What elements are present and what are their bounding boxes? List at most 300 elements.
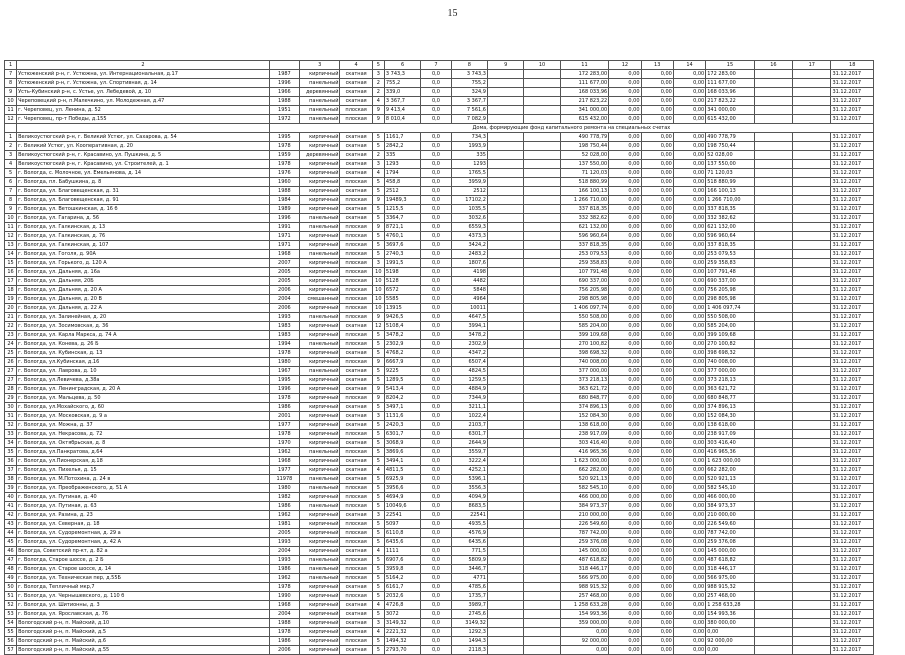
- table-cell: [793, 385, 831, 394]
- table-cell: 0,0: [421, 466, 451, 475]
- table-cell: 31.12.2017: [831, 187, 874, 196]
- table-cell: 270 100,82: [560, 340, 609, 349]
- table-cell: [487, 106, 523, 115]
- table-cell: г. Вологда, ул. Дальняя, д. 16а: [17, 268, 270, 277]
- table-cell: 520 921,13: [560, 475, 609, 484]
- table-cell: 0,00: [673, 493, 705, 502]
- table-cell: [487, 340, 523, 349]
- table-cell: 0,00: [609, 565, 641, 574]
- table-cell: 0,00: [673, 331, 705, 340]
- table-cell: 0,00: [641, 610, 673, 619]
- table-cell: 1978: [269, 628, 299, 637]
- table-cell: 2302,9: [384, 340, 420, 349]
- table-cell: 0,00: [641, 97, 673, 106]
- table-cell: [524, 70, 560, 79]
- table-cell: 1968: [269, 601, 299, 610]
- table-cell: г. Вологда, ул. Галкинская, д. 13: [17, 223, 270, 232]
- table-cell: [793, 520, 831, 529]
- table-cell: 138 618,00: [706, 421, 755, 430]
- table-cell: плоская: [340, 520, 372, 529]
- table-cell: 4964: [451, 295, 487, 304]
- table-cell: 318 446,17: [560, 565, 609, 574]
- table-cell: [793, 340, 831, 349]
- table-cell: 7 561,6: [451, 106, 487, 115]
- table-cell: 3446,7: [451, 565, 487, 574]
- table-cell: 0,0: [421, 151, 451, 160]
- table-cell: панельный: [300, 79, 340, 88]
- table-cell: 5848: [451, 286, 487, 295]
- table-cell: 0,0: [421, 376, 451, 385]
- table-cell: 0,00: [609, 637, 641, 646]
- table-cell: [487, 637, 523, 646]
- table-cell: [524, 619, 560, 628]
- table-cell: 0,0: [421, 169, 451, 178]
- table-cell: 152 084,30: [706, 412, 755, 421]
- table-cell: г. Вологда, Старое шоссе, д. 2 Б: [17, 556, 270, 565]
- table-cell: 680 848,77: [560, 394, 609, 403]
- table-cell: [524, 295, 560, 304]
- table-cell: 0,0: [421, 313, 451, 322]
- table-cell: 27: [5, 376, 17, 385]
- table-cell: 2: [372, 88, 384, 97]
- table-cell: 0,00: [641, 79, 673, 88]
- table-cell: 31.12.2017: [831, 286, 874, 295]
- table-cell: 31.12.2017: [831, 475, 874, 484]
- table-cell: 0,00: [706, 646, 755, 655]
- table-cell: [793, 241, 831, 250]
- table-cell: 166 100,13: [560, 187, 609, 196]
- table-cell: 0,00: [609, 619, 641, 628]
- table-cell: 3697,6: [384, 241, 420, 250]
- table-cell: 1968: [269, 250, 299, 259]
- table-cell: скатная: [340, 412, 372, 421]
- table-cell: кирпичный: [300, 187, 340, 196]
- table-cell: 3956,6: [384, 484, 420, 493]
- table-cell: 5: [372, 430, 384, 439]
- table-cell: [754, 268, 792, 277]
- table-cell: [793, 475, 831, 484]
- table-cell: 0,0: [421, 70, 451, 79]
- table-cell: [487, 79, 523, 88]
- table-cell: [524, 214, 560, 223]
- table-cell: г. Вологда, ул. Разина, д. 23: [17, 511, 270, 520]
- table-cell: скатная: [340, 205, 372, 214]
- table-cell: 458,8: [384, 178, 420, 187]
- table-cell: 0,0: [421, 241, 451, 250]
- table-cell: 16: [754, 61, 792, 70]
- table-cell: [793, 394, 831, 403]
- table-row: [5, 610, 874, 619]
- table-cell: 31.12.2017: [831, 79, 874, 88]
- table-cell: 0,00: [673, 232, 705, 241]
- table-cell: 31.12.2017: [831, 106, 874, 115]
- table-cell: 31.12.2017: [831, 169, 874, 178]
- table-cell: [754, 583, 792, 592]
- table-cell: 3869,6: [384, 448, 420, 457]
- table-cell: [793, 529, 831, 538]
- table-row: [5, 250, 874, 259]
- table-cell: скатная: [340, 88, 372, 97]
- table-cell: 2221,32: [384, 628, 420, 637]
- table-cell: 374 896,13: [560, 403, 609, 412]
- table-cell: 1989: [269, 205, 299, 214]
- table-row: [5, 241, 874, 250]
- table-cell: [487, 421, 523, 430]
- table-row: [5, 637, 874, 646]
- table-cell: [487, 250, 523, 259]
- table-cell: [754, 367, 792, 376]
- table-cell: 5: [372, 646, 384, 655]
- table-row: [5, 133, 874, 142]
- table-cell: [524, 277, 560, 286]
- table-cell: [487, 187, 523, 196]
- table-cell: 0,00: [673, 547, 705, 556]
- table-cell: [793, 556, 831, 565]
- table-cell: 0,00: [641, 538, 673, 547]
- table-cell: 0,00: [609, 286, 641, 295]
- table-body: [5, 61, 874, 655]
- table-cell: 0,00: [641, 259, 673, 268]
- table-cell: 6301,7: [451, 430, 487, 439]
- table-cell: 740 008,00: [560, 358, 609, 367]
- table-cell: 15: [706, 61, 755, 70]
- table-cell: 380 000,00: [706, 619, 755, 628]
- table-cell: 0,0: [421, 259, 451, 268]
- table-cell: 257 468,00: [706, 592, 755, 601]
- table-cell: 137 550,00: [560, 160, 609, 169]
- table-cell: 154 993,36: [706, 610, 755, 619]
- table-cell: 4252,1: [451, 466, 487, 475]
- table-cell: 168 033,96: [706, 88, 755, 97]
- table-cell: 3211,1: [451, 403, 487, 412]
- table-cell: 0,00: [673, 448, 705, 457]
- table-cell: г. Вологда, ул. Чернышевского, д. 110 б: [17, 592, 270, 601]
- table-cell: 0,00: [706, 628, 755, 637]
- table-cell: 1976: [269, 169, 299, 178]
- table-cell: 0,00: [609, 403, 641, 412]
- table-cell: 0,0: [421, 628, 451, 637]
- table-cell: [524, 628, 560, 637]
- table-cell: 49: [5, 574, 17, 583]
- table-cell: 166 100,13: [706, 187, 755, 196]
- table-cell: 1131,6: [384, 412, 420, 421]
- table-cell: 0,00: [673, 115, 705, 124]
- table-cell: деревянный: [300, 88, 340, 97]
- table-cell: 4: [372, 547, 384, 556]
- table-cell: кирпичный: [300, 277, 340, 286]
- table-cell: [487, 214, 523, 223]
- table-cell: [793, 259, 831, 268]
- table-row: [5, 403, 874, 412]
- table-cell: 1 258 633,28: [706, 601, 755, 610]
- table-cell: 172 283,00: [706, 70, 755, 79]
- table-cell: 4811,5: [384, 466, 420, 475]
- table-cell: 2032,6: [384, 592, 420, 601]
- table-cell: скатная: [340, 511, 372, 520]
- table-cell: 0,00: [673, 151, 705, 160]
- table-cell: 10: [524, 61, 560, 70]
- table-cell: кирпичный: [300, 637, 340, 646]
- table-cell: 43: [5, 520, 17, 529]
- table-cell: [793, 439, 831, 448]
- table-cell: [754, 637, 792, 646]
- table-cell: 0,00: [641, 457, 673, 466]
- table-cell: 44: [5, 529, 17, 538]
- table-cell: 0,0: [421, 475, 451, 484]
- table-cell: 22541: [384, 511, 420, 520]
- table-row: [5, 367, 874, 376]
- table-cell: 0,00: [609, 547, 641, 556]
- table-row: [5, 259, 874, 268]
- table-cell: 1: [5, 133, 17, 142]
- table-cell: 3072: [384, 610, 420, 619]
- table-cell: 0,00: [673, 565, 705, 574]
- table-cell: 0,00: [609, 115, 641, 124]
- table-cell: 487 618,82: [560, 556, 609, 565]
- table-cell: г. Вологда, ул. Старое шоссе, д. 14: [17, 565, 270, 574]
- table-cell: 31.12.2017: [831, 421, 874, 430]
- table-cell: 0,00: [673, 88, 705, 97]
- table-cell: [793, 628, 831, 637]
- table-cell: кирпичный: [300, 493, 340, 502]
- table-cell: 1035,5: [451, 205, 487, 214]
- table-cell: [487, 358, 523, 367]
- table-row: [5, 340, 874, 349]
- table-cell: 0,00: [609, 628, 641, 637]
- table-cell: 31.12.2017: [831, 448, 874, 457]
- table-cell: 172 283,00: [560, 70, 609, 79]
- table-cell: 0,00: [641, 529, 673, 538]
- table-cell: 259 376,08: [560, 538, 609, 547]
- table-cell: 0,0: [421, 250, 451, 259]
- table-cell: 9426,5: [384, 313, 420, 322]
- table-cell: 47: [5, 556, 17, 565]
- table-cell: 0,0: [421, 277, 451, 286]
- table-cell: 5: [372, 403, 384, 412]
- table-cell: 107 791,48: [560, 268, 609, 277]
- table-cell: [524, 205, 560, 214]
- registry-table: [4, 60, 874, 655]
- table-cell: 52 028,00: [706, 151, 755, 160]
- table-cell: 0,00: [673, 259, 705, 268]
- table-cell: [487, 493, 523, 502]
- table-cell: [487, 520, 523, 529]
- table-cell: [487, 475, 523, 484]
- table-row: [5, 295, 874, 304]
- table-cell: [793, 511, 831, 520]
- table-cell: [754, 169, 792, 178]
- table-cell: 10011: [451, 304, 487, 313]
- table-cell: кирпичный: [300, 646, 340, 655]
- table-cell: [524, 448, 560, 457]
- table-cell: г. Вологда, ул. М.Потохина, д. 24 в: [17, 475, 270, 484]
- table-cell: 3: [372, 412, 384, 421]
- table-cell: 11978: [269, 475, 299, 484]
- table-cell: [487, 277, 523, 286]
- table-cell: [754, 358, 792, 367]
- table-cell: [754, 88, 792, 97]
- table-cell: 1987: [269, 70, 299, 79]
- table-cell: 2006: [269, 646, 299, 655]
- table-cell: [754, 502, 792, 511]
- table-cell: 8: [5, 79, 17, 88]
- table-cell: 210 000,00: [706, 511, 755, 520]
- table-cell: 0,00: [609, 484, 641, 493]
- table-cell: панельный: [300, 223, 340, 232]
- table-cell: 5413,4: [384, 385, 420, 394]
- table-cell: 0,00: [560, 628, 609, 637]
- table-cell: 740 008,00: [706, 358, 755, 367]
- table-cell: 31.12.2017: [831, 331, 874, 340]
- table-cell: [487, 178, 523, 187]
- table-cell: 324,9: [451, 88, 487, 97]
- table-cell: 270 100,82: [706, 340, 755, 349]
- table-cell: [487, 565, 523, 574]
- table-cell: г. Вологда, пл. Бабушкина, д. 8: [17, 178, 270, 187]
- table-cell: [487, 412, 523, 421]
- table-cell: 3424,2: [451, 241, 487, 250]
- table-cell: [524, 556, 560, 565]
- table-row: [5, 484, 874, 493]
- table-cell: кирпичный: [300, 376, 340, 385]
- table-cell: плоская: [340, 493, 372, 502]
- table-cell: 111 677,00: [560, 79, 609, 88]
- table-cell: 0,00: [641, 439, 673, 448]
- table-cell: [793, 421, 831, 430]
- table-cell: г. Вологда, ул. Судоремонтная, д. 29 а: [17, 529, 270, 538]
- table-cell: 0,00: [641, 196, 673, 205]
- table-cell: [793, 646, 831, 655]
- table-cell: 0,00: [673, 466, 705, 475]
- table-cell: [524, 565, 560, 574]
- table-cell: 31.12.2017: [831, 592, 874, 601]
- table-cell: 17102,2: [451, 196, 487, 205]
- table-cell: 1962: [269, 511, 299, 520]
- table-cell: 0,0: [421, 403, 451, 412]
- table-cell: [754, 385, 792, 394]
- table-cell: 0,0: [421, 178, 451, 187]
- table-cell: Вологодский р-н, п. Майский, д.5: [17, 628, 270, 637]
- table-cell: г. Вологда, ул.Кубинская, д.16: [17, 358, 270, 367]
- table-cell: панельный: [300, 484, 340, 493]
- table-cell: 363 621,72: [706, 385, 755, 394]
- table-cell: 3989,7: [451, 601, 487, 610]
- table-cell: 154 993,36: [560, 610, 609, 619]
- table-cell: 17: [793, 61, 831, 70]
- table-row: [5, 322, 874, 331]
- table-cell: г. Вологда, ул. Ветошкинская, д. 16 б: [17, 205, 270, 214]
- table-cell: 31.12.2017: [831, 304, 874, 313]
- table-cell: [793, 97, 831, 106]
- table-cell: 0,00: [673, 475, 705, 484]
- table-row: [5, 232, 874, 241]
- table-cell: 0,0: [421, 394, 451, 403]
- table-cell: 332 382,62: [706, 214, 755, 223]
- table-cell: [524, 547, 560, 556]
- table-cell: скатная: [340, 610, 372, 619]
- table-cell: 31.12.2017: [831, 70, 874, 79]
- table-cell: [487, 349, 523, 358]
- table-cell: г. Великий Устюг, ул. Кооперативная, д. 20: [17, 142, 270, 151]
- table-cell: 5: [372, 133, 384, 142]
- table-cell: [793, 151, 831, 160]
- table-cell: 0,00: [609, 70, 641, 79]
- table-cell: [793, 502, 831, 511]
- table-cell: 2483,2: [451, 250, 487, 259]
- table-cell: 0,0: [421, 529, 451, 538]
- table-cell: 0,0: [421, 646, 451, 655]
- table-row: [5, 457, 874, 466]
- table-cell: кирпичный: [300, 583, 340, 592]
- table-cell: [487, 295, 523, 304]
- table-cell: 31.12.2017: [831, 214, 874, 223]
- table-cell: 0,0: [421, 106, 451, 115]
- table-cell: 31.12.2017: [831, 412, 874, 421]
- table-cell: 0,00: [609, 466, 641, 475]
- table-cell: 1978: [269, 142, 299, 151]
- table-cell: [793, 187, 831, 196]
- table-cell: 0,00: [641, 187, 673, 196]
- table-cell: [754, 394, 792, 403]
- table-cell: [524, 529, 560, 538]
- table-cell: 373 218,13: [706, 376, 755, 385]
- table-cell: [793, 619, 831, 628]
- table-cell: плоская: [340, 277, 372, 286]
- table-cell: 46: [5, 547, 17, 556]
- table-cell: 0,00: [609, 268, 641, 277]
- table-cell: 1995: [269, 133, 299, 142]
- table-cell: 0,00: [641, 277, 673, 286]
- table-cell: кирпичный: [300, 619, 340, 628]
- table-cell: [793, 304, 831, 313]
- table-cell: скатная: [340, 385, 372, 394]
- table-cell: 24: [5, 340, 17, 349]
- table-cell: 1993: [269, 313, 299, 322]
- table-cell: 0,00: [609, 538, 641, 547]
- table-cell: [793, 592, 831, 601]
- table-cell: [487, 619, 523, 628]
- table-cell: скатная: [340, 439, 372, 448]
- table-cell: плоская: [340, 502, 372, 511]
- table-cell: 0,00: [641, 106, 673, 115]
- table-cell: 1: [5, 61, 17, 70]
- table-cell: 4884,9: [451, 385, 487, 394]
- table-cell: 9: [372, 223, 384, 232]
- table-cell: 9 413,4: [384, 106, 420, 115]
- table-cell: [793, 574, 831, 583]
- table-cell: 787 742,00: [706, 529, 755, 538]
- table-cell: 92 000,00: [560, 637, 609, 646]
- table-cell: 9: [372, 196, 384, 205]
- table-cell: [487, 151, 523, 160]
- table-cell: 337 818,35: [706, 205, 755, 214]
- table-row: [5, 115, 874, 124]
- table-cell: 5: [372, 376, 384, 385]
- table-cell: 57: [5, 646, 17, 655]
- table-cell: [487, 322, 523, 331]
- table-cell: 31.12.2017: [831, 88, 874, 97]
- table-cell: кирпичный: [300, 268, 340, 277]
- table-cell: панельный: [300, 565, 340, 574]
- table-cell: 1984: [269, 196, 299, 205]
- table-cell: 0,00: [673, 304, 705, 313]
- table-cell: Вологодский р-н, п. Майский, д.10: [17, 619, 270, 628]
- table-cell: Устюженский р-н, г. Устюжна, ул. Спортивная, д. 14: [17, 79, 270, 88]
- table-cell: 1986: [269, 637, 299, 646]
- table-cell: 5097: [384, 520, 420, 529]
- table-cell: 0,00: [673, 646, 705, 655]
- table-row: [5, 448, 874, 457]
